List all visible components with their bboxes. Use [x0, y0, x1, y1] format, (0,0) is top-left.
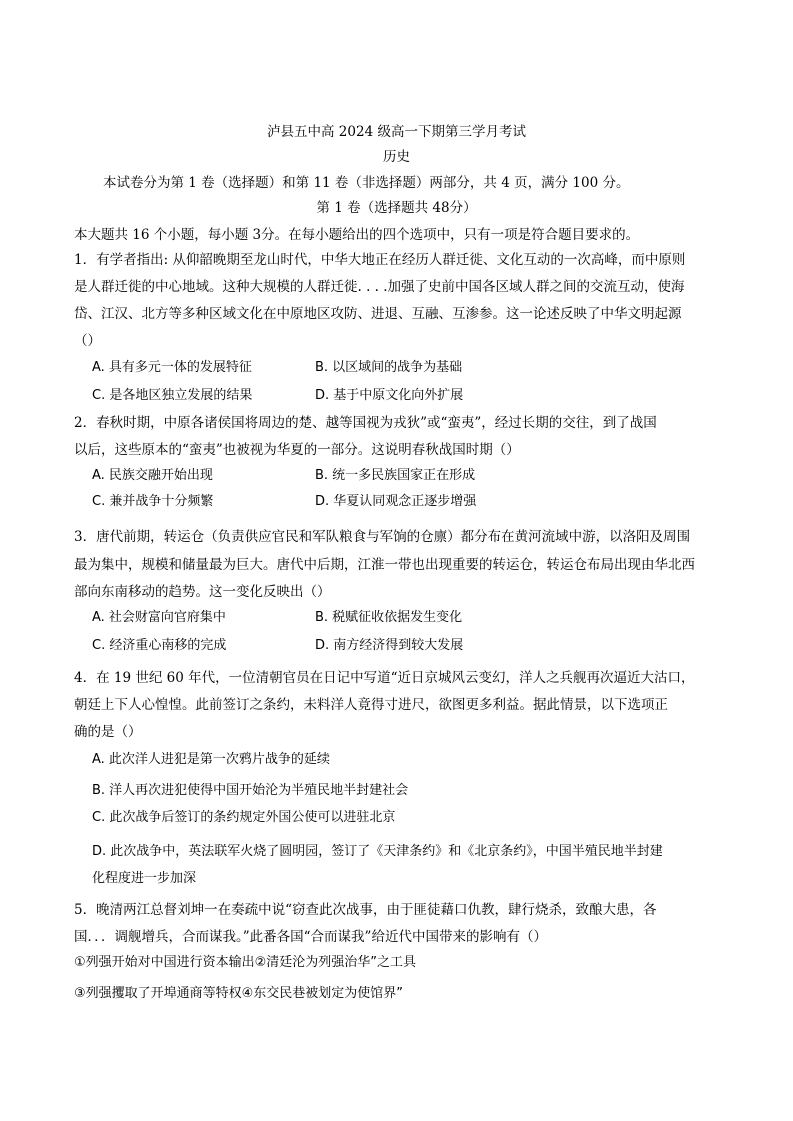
option-d: D. 华夏认同观念正逐步增强 [315, 494, 477, 509]
question-text-line: 5．晚清两江总督刘坤一在奏疏中说“窃查此次战事，由于匪徒藉口仇教，肆行烧杀，致酿大患，各 [74, 902, 657, 918]
option-d: D. 此次战争中，英法联军火烧了圆明园，签订了《天津条约》和《北京条约》，中国半殖民地半封建 [92, 844, 663, 859]
statement-line: ①列强开始对中国进行资本输出②清廷沦为列强治华”之工具 [74, 955, 417, 970]
section-instruction: 本大题共 16 个小题，每小题 3分。在每小题给出的四个选项中，只有一项是符合题目要求的。 [74, 227, 640, 243]
option-b: B. 税赋征收依据发生变化 [315, 610, 463, 625]
question-text-line: 3．唐代前期，转运仓（负责供应官民和军队粮食与军饷的仓廪）都分布在黄河流域中游，以洛阳及周围 [74, 529, 691, 545]
question-text-line: （） [74, 333, 101, 349]
question-text-line: 以后，这些原本的“蛮夷”也被视为华夏的一部分。这说明春秋战国时期（） [74, 442, 520, 458]
option-a: A. 民族交融开始出现 [92, 468, 213, 483]
subject-title: 历史 [383, 149, 410, 165]
question-text-line: 2．春秋时期，中原各诸侯国将周边的楚、越等国视为戎狄”或“蛮夷”，经过长期的交往，到了战国 [74, 415, 657, 431]
option-a: A. 此次洋人进犯是第一次鸦片战争的延续 [92, 752, 330, 767]
option-c: C. 是各地区独立发展的结果 [92, 388, 253, 403]
option-d-continuation: 化程度进一步加深 [92, 871, 197, 886]
question-text-line: 国．．．调舰增兵，合而谋我。”此番各国“合而谋我”给近代中国带来的影响有（） [74, 929, 547, 945]
question-text-line: 朝廷上下人心惶惶。此前签订之条约，未料洋人竟得寸进尺，欲图更多利益。据此情景，以下选项正 [74, 697, 668, 713]
question-text-line: 1．有学者指出: 从仰韶晚期至龙山时代，中华大地正在经历人群迁徙、文化互动的一次高峰，而中原则 [74, 252, 686, 268]
option-c: C. 经济重心南移的完成 [92, 638, 227, 653]
question-text-line: 确的是（） [74, 724, 142, 740]
option-c: C. 兼并战争十分频繁 [92, 494, 214, 509]
option-b: B. 统一多民族国家正在形成 [315, 468, 476, 483]
exam-title: 泸县五中高 2024 级高一下期第三学月考试 [267, 124, 526, 140]
statement-line: ③列强攫取了开埠通商等特权④东交民巷被划定为使馆界” [74, 986, 404, 1001]
option-b: B. 洋人再次进犯使得中国开始沦为半殖民地半封建社会 [92, 783, 409, 798]
option-c: C. 此次战争后签订的条约规定外国公使可以进驻北京 [92, 810, 396, 825]
option-d: D. 南方经济得到较大发展 [315, 638, 464, 653]
option-a: A. 具有多元一体的发展特征 [92, 360, 252, 375]
section-title: 第 1 卷（选择题共 48分） [316, 200, 477, 216]
option-d: D. 基于中原文化向外扩展 [315, 388, 464, 403]
exam-intro: 本试卷分为第 1 卷（选择题）和第 11 卷（非选择题）两部分，共 4 页，满分 100 分。 [103, 175, 630, 191]
question-text-line: 部向东南移动的趋势。这一变化反映出（） [74, 584, 331, 600]
question-text-line: 最为集中，规模和储量最为巨大。唐代中后期，江淮一带也出现重要的转运仓，转运仓布局出现由华北西 [74, 557, 695, 573]
question-text-line: 岱、江汉、北方等多种区域文化在中原地区攻防、进退、互融、互渗参。这一论述反映了中华文明起源 [74, 306, 682, 322]
question-text-line: 是人群迁徙的中心地域。这种大规模的人群迁徙. . . .加强了史前中国各区域人群之间的交流互动，使海 [74, 279, 685, 295]
question-text-line: 4．在 19 世纪 60 年代，一位清朝官员在日记中写道“近日京城风云变幻，洋人之兵舰再次逼近大沽口， [74, 670, 695, 686]
option-a: A. 社会财富向官府集中 [92, 610, 226, 625]
option-b: B. 以区域间的战争为基础 [315, 360, 463, 375]
